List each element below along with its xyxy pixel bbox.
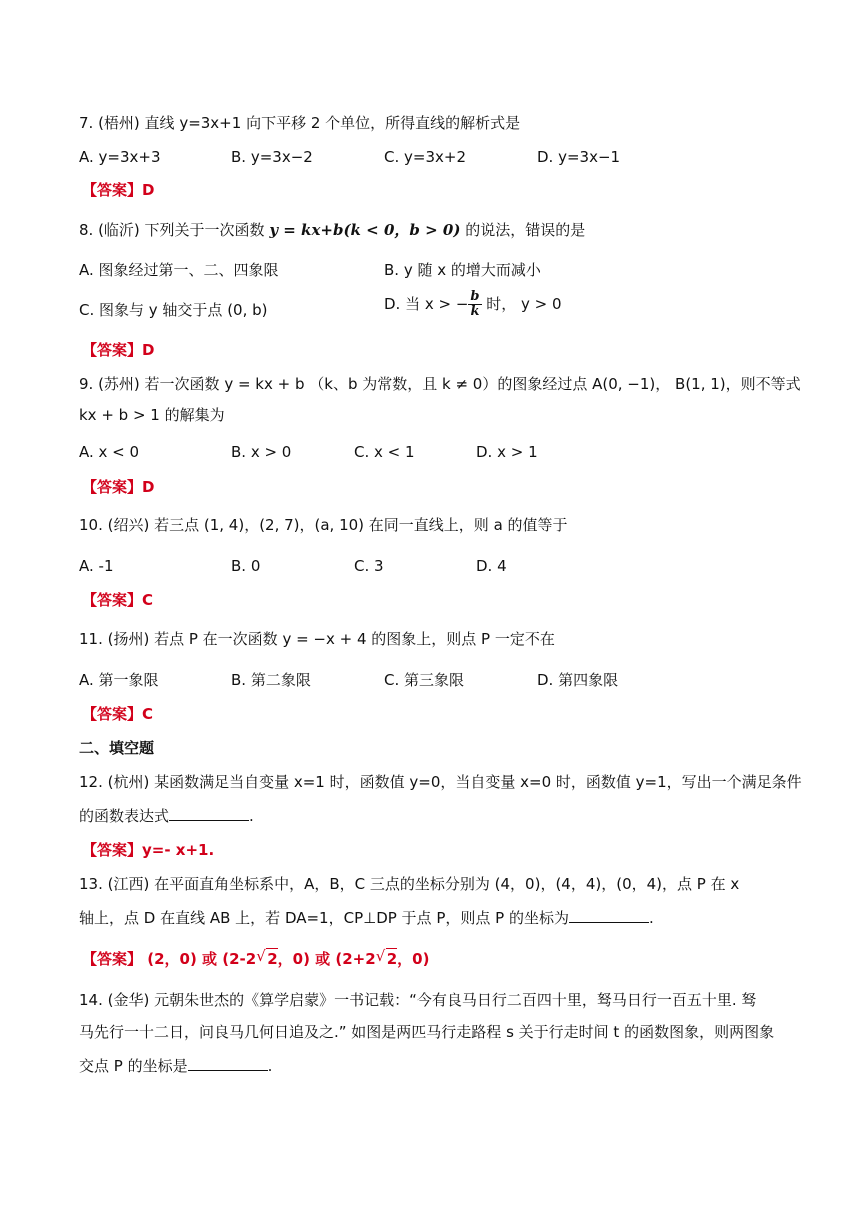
q13-answer-part-b: ，0) 或 (2+2 — [277, 950, 376, 968]
q11-option-c: C. 第三象限 — [384, 671, 465, 689]
q13-stem-line2 — [79, 908, 798, 928]
q13-sqrt-2: √ 2 — [386, 948, 397, 969]
q10-stem: 10. (绍兴) 若三点 (1, 4)，(2, 7)，(a, 10) 在同一直线上，则 a 的值等于 — [79, 516, 568, 534]
q7-answer: 【答案】D — [82, 181, 155, 199]
q13-stem-line2-text: 轴上，点 D 在直线 AB 上，若 DA=1，CP⊥DP 于点 P，则点 P 的坐标为 — [79, 909, 569, 927]
q8-answer: 【答案】D — [82, 341, 155, 359]
q10-option-b: B. 0 — [231, 557, 261, 575]
q8-option-d-prefix: D. 当 x > − — [384, 295, 469, 313]
q11-option-b: B. 第二象限 — [231, 671, 311, 689]
q8-option-a: A. 图象经过第一、二、四象限 — [79, 261, 279, 279]
q9-answer: 【答案】D — [82, 478, 155, 496]
q11-answer: 【答案】C — [82, 705, 154, 723]
q9-option-b: B. x > 0 — [231, 443, 292, 461]
q14-stem-line3 — [79, 1056, 798, 1076]
q9-option-c: C. x < 1 — [354, 443, 415, 461]
q9-option-a: A. x < 0 — [79, 443, 140, 461]
q14-stem-line2: 马先行一十二日，问良马几何日追及之.” 如图是两匹马行走路程 s 关于行走时间 t 的函数图象，则两图象 — [79, 1023, 775, 1041]
q8-fraction-denominator: k — [470, 304, 480, 319]
q14-stem-line1: 14. (金华) 元朝朱世杰的《算学启蒙》一书记载：“今有良马日行二百四十里，驽马日行一百五十里. 驽 — [79, 991, 757, 1009]
q8-option-d-suffix: 时， y > 0 — [481, 295, 562, 313]
q9-stem-line1: 9. (苏州) 若一次函数 y = kx + b （k、b 为常数，且 k ≠ 0）的图象经过点 A(0, −1)， B(1, 1)，则不等式 — [79, 375, 801, 393]
q9-stem-line2: kx + b > 1 的解集为 — [79, 406, 225, 424]
q12-blank[interactable] — [169, 806, 249, 821]
q12-stem-end: . — [249, 807, 254, 825]
q11-stem: 11. (扬州) 若点 P 在一次函数 y = −x + 4 的图象上，则点 P 一定不在 — [79, 630, 555, 648]
q7-option-b: B. y=3x−2 — [231, 148, 313, 166]
q14-stem-end: . — [267, 1057, 273, 1075]
q12-answer: 【答案】y=- x+1. — [82, 841, 215, 859]
q14-blank[interactable] — [188, 1056, 268, 1071]
q13-blank[interactable] — [569, 908, 649, 923]
q13-stem-line1: 13. (江西) 在平面直角坐标系中，A，B，C 三点的坐标分别为 (4，0)，(4，4)，(0，4)，点 P 在 x — [79, 875, 740, 893]
q12-stem-line2-text: 的函数表达式 — [79, 807, 170, 825]
q8-fraction-numerator: b — [470, 289, 480, 304]
q7-option-a: A. y=3x+3 — [79, 148, 161, 166]
q10-answer: 【答案】C — [82, 591, 154, 609]
q12-stem-line2 — [79, 806, 798, 826]
q8-option-c: C. 图象与 y 轴交于点 (0, b) — [79, 301, 268, 319]
q8-option-b: B. y 随 x 的增大而减小 — [384, 261, 541, 279]
q13-answer-part-a: 【答案】 (2，0) 或 (2-2 — [82, 950, 257, 968]
q8-stem — [79, 220, 798, 240]
q10-option-a: A. -1 — [79, 557, 114, 575]
q13-sqrt-1: √ 2 — [266, 948, 277, 969]
section-heading-fill-blank: 二、填空题 — [79, 739, 155, 757]
q13-answer — [82, 948, 429, 969]
q10-option-c: C. 3 — [354, 557, 384, 575]
q13-stem-end: . — [648, 909, 654, 927]
q14-stem-line3-text: 交点 P 的坐标是 — [79, 1057, 188, 1075]
q8-fraction — [468, 290, 481, 319]
q7-option-c: C. y=3x+2 — [384, 148, 466, 166]
q8-option-d — [384, 290, 562, 319]
q10-option-d: D. 4 — [476, 557, 507, 575]
q13-answer-part-c: ，0) — [397, 950, 430, 968]
q7-option-d: D. y=3x−1 — [537, 148, 621, 166]
q12-stem-line1: 12. (杭州) 某函数满足当自变量 x=1 时，函数值 y=0，当自变量 x=0 时，函数值 y=1，写出一个满足条件 — [79, 773, 802, 791]
q11-option-a: A. 第一象限 — [79, 671, 159, 689]
q8-stem-math: y = kx+b(k < 0，b > 0) — [269, 221, 461, 239]
q8-stem-prefix: 8. (临沂) 下列关于一次函数 — [79, 221, 270, 239]
q11-option-d: D. 第四象限 — [537, 671, 619, 689]
q7-stem: 7. (梧州) 直线 y=3x+1 向下平移 2 个单位，所得直线的解析式是 — [79, 114, 521, 132]
q8-stem-suffix: 的说法，错误的是 — [460, 221, 586, 239]
q9-option-d: D. x > 1 — [476, 443, 538, 461]
